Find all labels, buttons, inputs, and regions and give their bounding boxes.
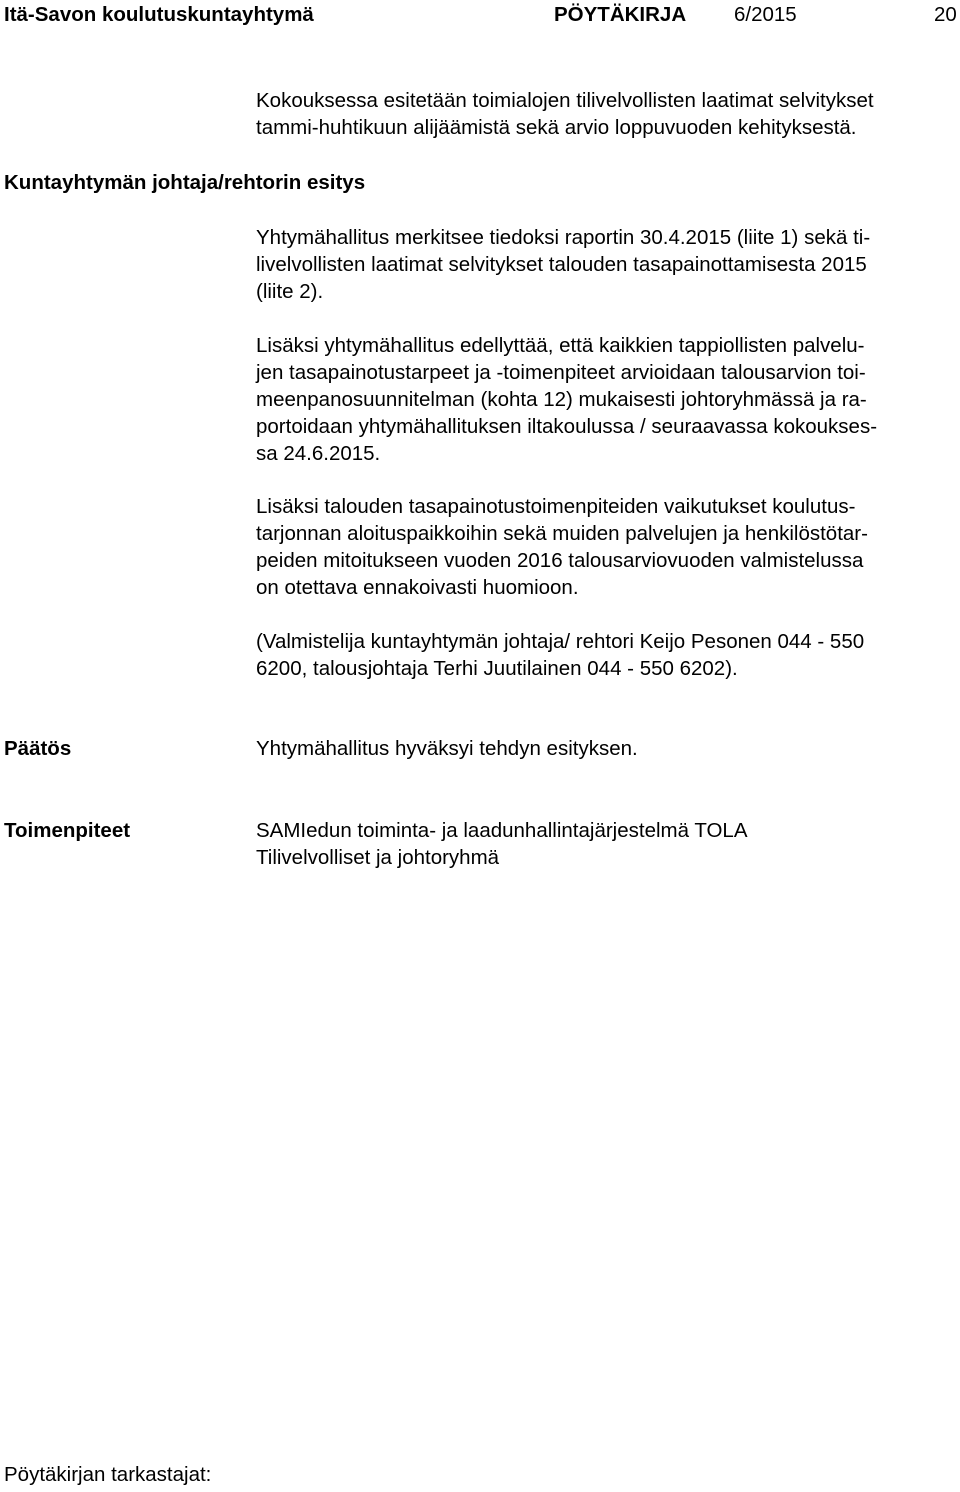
intro-line: Kokouksessa esitetään toimialojen tilivelvollisten laatimat selvitykset <box>256 89 874 112</box>
proposal-paragraph-line: livelvollisten laatimat selvitykset talouden tasapainottamisesta 2015 <box>256 253 867 276</box>
actions-label: Toimenpiteet <box>4 819 131 842</box>
proposal-paragraph-line: sa 24.6.2015. <box>256 442 381 465</box>
preparer-line: 6200, talousjohtaja Terhi Juutilainen 044 - 550 6202). <box>256 657 738 680</box>
proposal-paragraph-line: (liite 2). <box>256 280 324 303</box>
proposal-paragraph-line: Lisäksi talouden tasapainotustoimenpiteiden vaikutukset koulutus- <box>256 495 856 518</box>
header-document-number: 6/2015 <box>734 3 797 26</box>
preparer-line: (Valmistelija kuntayhtymän johtaja/ rehtori Keijo Pesonen 044 - 550 <box>256 630 865 653</box>
proposal-paragraph-line: peiden mitoitukseen vuoden 2016 talousarviovuoden valmistelussa <box>256 549 864 572</box>
decision-text: Yhtymähallitus hyväksyi tehdyn esityksen. <box>256 737 638 760</box>
proposal-paragraph-line: meenpanosuunnitelman (kohta 12) mukaisesti johtoryhmässä ja ra- <box>256 388 867 411</box>
proposal-paragraph-line: portoidaan yhtymähallituksen iltakoulussa / seuraavassa kokoukses- <box>256 415 878 438</box>
header-page-number: 20 <box>934 3 957 26</box>
footer-reviewers-label: Pöytäkirjan tarkastajat: <box>4 1463 212 1486</box>
proposal-heading: Kuntayhtymän johtaja/rehtorin esitys <box>4 171 366 194</box>
decision-label: Päätös <box>4 737 72 760</box>
proposal-paragraph-line: on otettava ennakoivasti huomioon. <box>256 576 579 599</box>
intro-line: tammi-huhtikuun alijäämistä sekä arvio loppuvuoden kehityksestä. <box>256 116 857 139</box>
proposal-paragraph-line: tarjonnan aloituspaikkoihin sekä muiden palvelujen ja henkilöstötar- <box>256 522 868 545</box>
proposal-paragraph-line: Yhtymähallitus merkitsee tiedoksi raportin 30.4.2015 (liite 1) sekä ti- <box>256 226 871 249</box>
header-document-type: PÖYTÄKIRJA <box>554 3 687 26</box>
actions-line: Tilivelvolliset ja johtoryhmä <box>256 846 500 869</box>
actions-line: SAMIedun toiminta- ja laadunhallintajärjestelmä TOLA <box>256 819 748 842</box>
proposal-paragraph-line: jen tasapainotustarpeet ja -toimenpiteet arvioidaan talousarvion toi- <box>256 361 866 384</box>
header-organization: Itä-Savon koulutuskuntayhtymä <box>4 3 314 26</box>
proposal-paragraph-line: Lisäksi yhtymähallitus edellyttää, että kaikkien tappiollisten palvelu- <box>256 334 865 357</box>
